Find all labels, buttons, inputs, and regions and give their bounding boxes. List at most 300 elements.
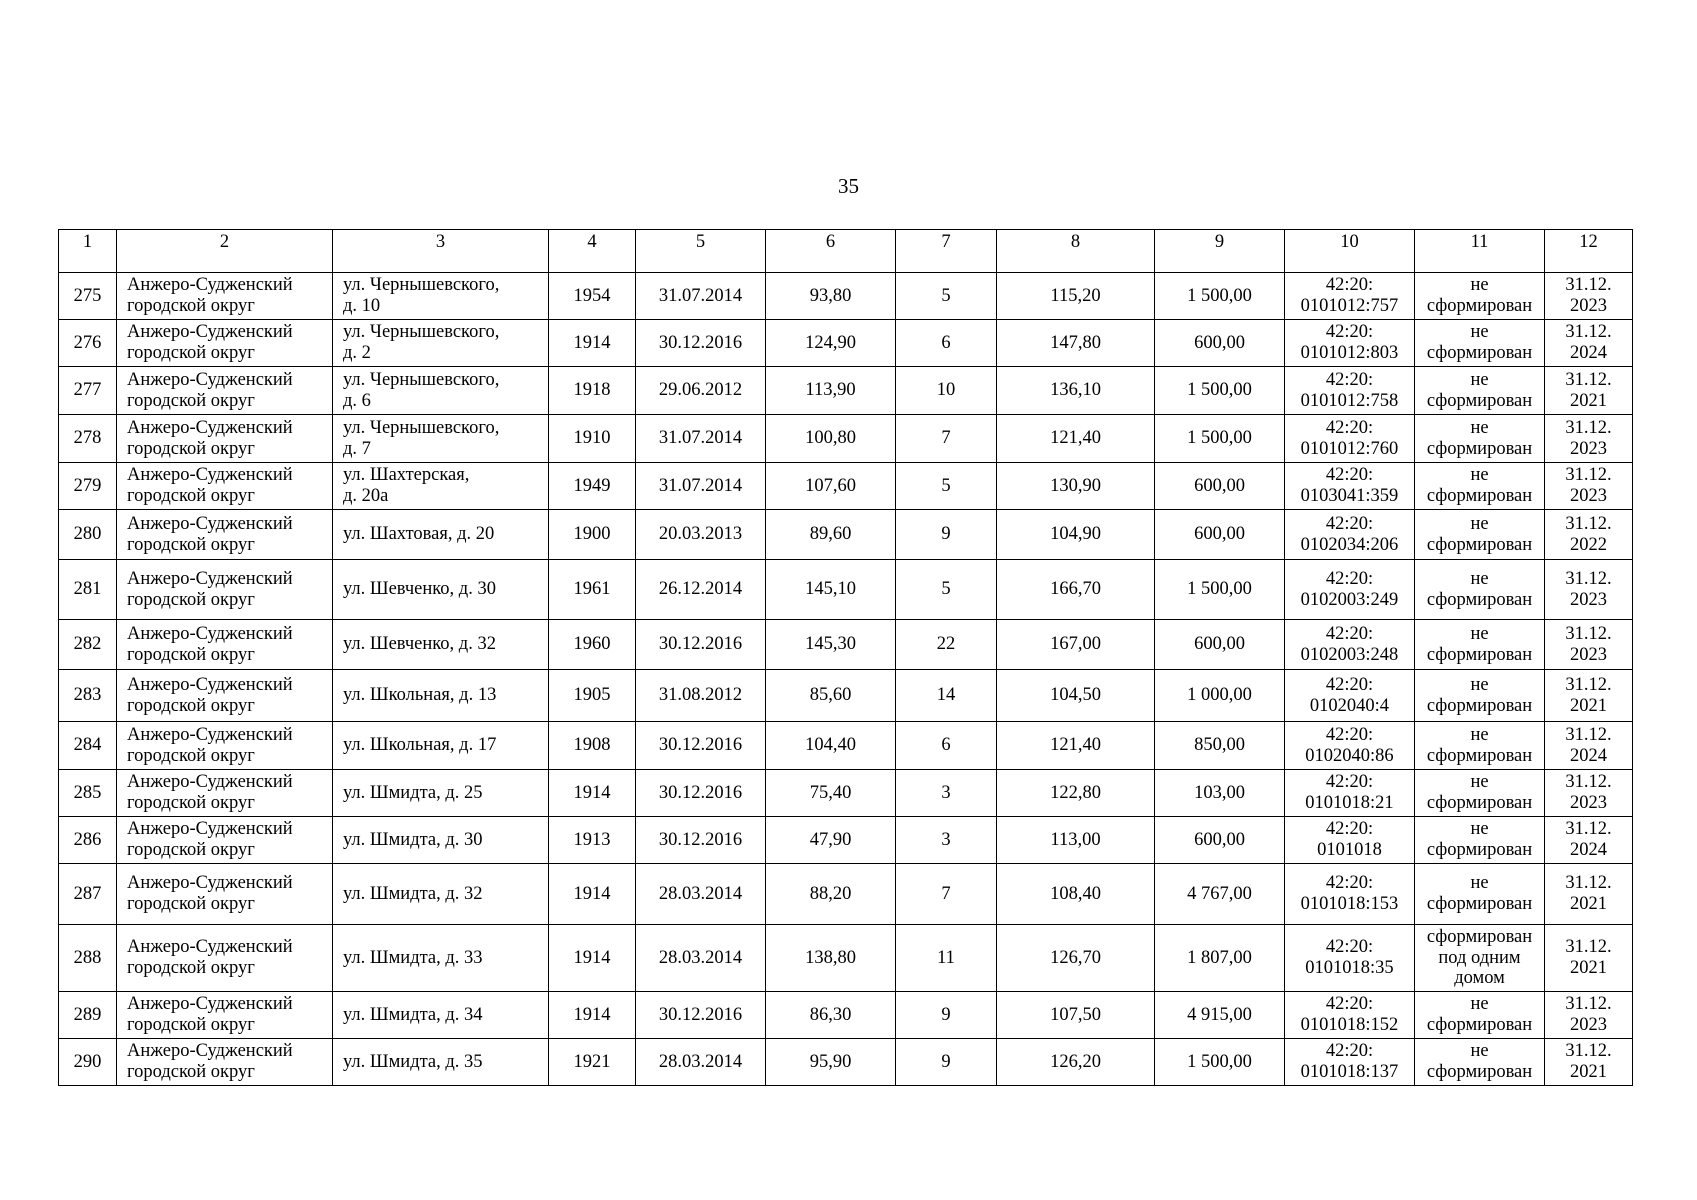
cell-col-12-line: 31.12.: [1565, 937, 1612, 958]
cell-municipality-line: городской округ: [127, 793, 255, 813]
cell-col-12-line: 31.12.: [1565, 674, 1612, 695]
cell-col-10-line: 0101018:137: [1300, 1062, 1399, 1082]
cell-row-number: 280: [59, 510, 117, 560]
cell-col-5: 31.07.2014: [636, 273, 766, 320]
cell-col-4: 1914: [549, 992, 636, 1039]
cell-col-6: 85,60: [766, 670, 896, 722]
cell-row-number: 288: [59, 925, 117, 992]
cell-col-4: 1900: [549, 510, 636, 560]
cell-col-11: [1415, 1039, 1545, 1086]
cell-col-10: [1285, 722, 1415, 770]
cell-col-10-line: 0103041:359: [1300, 486, 1399, 506]
cell-col-5: 26.12.2014: [636, 560, 766, 620]
cell-col-10: [1285, 415, 1415, 463]
cell-col-11: [1415, 560, 1545, 620]
cell-municipality-line: городской округ: [127, 958, 255, 978]
cell-col-7: 9: [896, 510, 997, 560]
cell-col-12-line: 31.12.: [1565, 724, 1612, 745]
table-row: [59, 670, 1633, 722]
table-row: [59, 992, 1633, 1039]
cell-col-6: 89,60: [766, 510, 896, 560]
cell-col-12: [1545, 510, 1633, 560]
cell-col-10: [1285, 817, 1415, 864]
cell-col-8: 121,40: [997, 415, 1155, 463]
cell-col-11-line: сформирован: [1426, 926, 1533, 947]
cell-col-12: [1545, 864, 1633, 925]
cell-col-5: 28.03.2014: [636, 925, 766, 992]
table-row: [59, 560, 1633, 620]
cell-col-12: [1545, 463, 1633, 510]
cell-col-10-line: 42:20:: [1325, 1041, 1374, 1062]
table-row: [59, 510, 1633, 560]
cell-municipality-line: Анжеро-Судженский: [127, 674, 293, 695]
cell-col-12: [1545, 925, 1633, 992]
cell-col-9: 600,00: [1155, 620, 1285, 670]
cell-address: [333, 415, 549, 463]
cell-municipality: [117, 864, 333, 925]
cell-row-number: 282: [59, 620, 117, 670]
cell-address-line: ул. Чернышевского,: [343, 417, 500, 438]
header-cell: 11: [1415, 230, 1545, 273]
cell-col-12-line: 2023: [1570, 296, 1607, 316]
cell-col-9: 600,00: [1155, 510, 1285, 560]
cell-municipality-line: городской округ: [127, 1062, 255, 1082]
cell-col-4: 1961: [549, 560, 636, 620]
cell-col-10-line: 0101012:758: [1300, 390, 1399, 411]
cell-address-line: ул. Шмидта, д. 34: [343, 1004, 483, 1025]
cell-col-11: [1415, 992, 1545, 1039]
header-cell: 1: [59, 230, 117, 273]
cell-col-12-line: 31.12.: [1565, 873, 1612, 894]
cell-municipality-line: Анжеро-Судженский: [127, 417, 293, 438]
cell-col-4: 1910: [549, 415, 636, 463]
cell-col-7: 5: [896, 273, 997, 320]
cell-col-11: [1415, 273, 1545, 320]
cell-col-6: 100,80: [766, 415, 896, 463]
cell-col-7: 10: [896, 367, 997, 415]
cell-municipality-line: городской округ: [127, 296, 255, 316]
cell-col-7: 14: [896, 670, 997, 722]
cell-col-12-line: 2023: [1570, 486, 1607, 506]
cell-col-12-line: 2021: [1570, 695, 1607, 716]
cell-col-11-line: не: [1470, 513, 1489, 534]
cell-row-number: 289: [59, 992, 117, 1039]
cell-municipality-line: Анжеро-Судженский: [127, 1041, 293, 1062]
cell-col-9: 1 500,00: [1155, 1039, 1285, 1086]
header-cell: 10: [1285, 230, 1415, 273]
cell-col-12-line: 2023: [1570, 438, 1607, 459]
cell-address: [333, 510, 549, 560]
cell-col-6: 93,80: [766, 273, 896, 320]
cell-col-12-line: 2021: [1570, 1062, 1607, 1082]
cell-row-number: 285: [59, 770, 117, 817]
cell-col-7: 22: [896, 620, 997, 670]
cell-address: [333, 560, 549, 620]
cell-col-11: [1415, 722, 1545, 770]
cell-municipality: [117, 722, 333, 770]
header-cell: 6: [766, 230, 896, 273]
cell-address: [333, 770, 549, 817]
table-row: [59, 273, 1633, 320]
cell-col-10: [1285, 670, 1415, 722]
cell-col-5: 31.07.2014: [636, 463, 766, 510]
cell-municipality-line: городской округ: [127, 438, 255, 459]
cell-col-11: [1415, 925, 1545, 992]
table-row: [59, 722, 1633, 770]
cell-col-5: 31.07.2014: [636, 415, 766, 463]
cell-municipality: [117, 510, 333, 560]
cell-col-8: 115,20: [997, 273, 1155, 320]
cell-col-8: 147,80: [997, 320, 1155, 367]
cell-col-10-line: 42:20:: [1325, 623, 1374, 644]
cell-municipality: [117, 273, 333, 320]
cell-address-line: д. 6: [343, 390, 371, 411]
cell-col-12-line: 2021: [1570, 390, 1607, 411]
cell-row-number: 286: [59, 817, 117, 864]
cell-address-line: ул. Шмидта, д. 32: [343, 883, 483, 904]
cell-col-11-line: сформирован: [1426, 589, 1533, 610]
cell-municipality: [117, 770, 333, 817]
cell-col-6: 47,90: [766, 817, 896, 864]
cell-address-line: ул. Чернышевского,: [343, 369, 500, 390]
cell-col-9: 600,00: [1155, 817, 1285, 864]
cell-col-11-line: сформирован: [1426, 644, 1533, 665]
cell-col-7: 6: [896, 722, 997, 770]
cell-col-12-line: 2023: [1570, 793, 1607, 813]
cell-col-10: [1285, 367, 1415, 415]
cell-address: [333, 367, 549, 415]
cell-municipality-line: Анжеро-Судженский: [127, 937, 293, 958]
cell-municipality: [117, 320, 333, 367]
cell-col-6: 145,10: [766, 560, 896, 620]
cell-municipality: [117, 367, 333, 415]
cell-col-10: [1285, 864, 1415, 925]
cell-col-9: 103,00: [1155, 770, 1285, 817]
cell-address: [333, 463, 549, 510]
cell-col-12-line: 2024: [1570, 745, 1607, 766]
cell-col-12-line: 31.12.: [1565, 465, 1612, 486]
cell-col-11-line: сформирован: [1426, 695, 1533, 716]
cell-col-12-line: 31.12.: [1565, 819, 1612, 840]
cell-municipality-line: Анжеро-Судженский: [127, 623, 293, 644]
cell-municipality: [117, 415, 333, 463]
cell-col-11: [1415, 510, 1545, 560]
cell-col-7: 7: [896, 415, 997, 463]
cell-col-5: 30.12.2016: [636, 620, 766, 670]
table-row: [59, 925, 1633, 992]
cell-col-7: 5: [896, 463, 997, 510]
cell-col-11-line: сформирован: [1426, 534, 1533, 555]
cell-col-11-line: сформирован: [1426, 1015, 1533, 1035]
cell-col-10-line: 42:20:: [1325, 322, 1374, 343]
cell-col-4: 1914: [549, 925, 636, 992]
cell-col-11-line: не: [1470, 369, 1489, 390]
cell-col-12-line: 2024: [1570, 840, 1607, 860]
cell-municipality: [117, 925, 333, 992]
cell-col-10-line: 0101012:803: [1300, 343, 1399, 363]
cell-col-6: 113,90: [766, 367, 896, 415]
cell-col-11-line: не: [1470, 465, 1489, 486]
cell-col-9: 850,00: [1155, 722, 1285, 770]
cell-municipality-line: городской округ: [127, 486, 255, 506]
header-cell: 7: [896, 230, 997, 273]
table-row: [59, 367, 1633, 415]
cell-col-6: 95,90: [766, 1039, 896, 1086]
cell-col-9: 1 500,00: [1155, 415, 1285, 463]
cell-col-11-line: сформирован: [1426, 745, 1533, 766]
cell-row-number: 290: [59, 1039, 117, 1086]
cell-col-11-line: сформирован: [1426, 840, 1533, 860]
cell-col-10-line: 42:20:: [1325, 513, 1374, 534]
cell-col-11: [1415, 670, 1545, 722]
cell-col-8: 130,90: [997, 463, 1155, 510]
cell-col-10: [1285, 1039, 1415, 1086]
cell-col-11-line: сформирован: [1426, 894, 1533, 914]
cell-municipality-line: Анжеро-Судженский: [127, 275, 293, 296]
cell-row-number: 287: [59, 864, 117, 925]
table-row: [59, 320, 1633, 367]
cell-col-12: [1545, 722, 1633, 770]
cell-col-11: [1415, 367, 1545, 415]
cell-col-10-line: 0101012:760: [1300, 438, 1399, 459]
cell-col-6: 104,40: [766, 722, 896, 770]
cell-col-10-line: 42:20:: [1325, 772, 1374, 793]
table-row: [59, 817, 1633, 864]
cell-municipality-line: Анжеро-Судженский: [127, 465, 293, 486]
cell-col-11: [1415, 620, 1545, 670]
cell-col-12-line: 31.12.: [1565, 322, 1612, 343]
cell-col-11-line: не: [1470, 674, 1489, 695]
cell-col-9: 600,00: [1155, 463, 1285, 510]
cell-col-7: 3: [896, 770, 997, 817]
cell-row-number: 283: [59, 670, 117, 722]
cell-col-12-line: 31.12.: [1565, 369, 1612, 390]
cell-municipality-line: городской округ: [127, 1015, 255, 1035]
cell-col-12-line: 31.12.: [1565, 772, 1612, 793]
cell-col-8: 113,00: [997, 817, 1155, 864]
cell-col-10-line: 42:20:: [1325, 819, 1374, 840]
cell-col-4: 1954: [549, 273, 636, 320]
cell-col-5: 20.03.2013: [636, 510, 766, 560]
cell-col-10-line: 0101018:153: [1300, 894, 1399, 914]
cell-col-10-line: 0102040:4: [1309, 695, 1390, 716]
cell-col-10: [1285, 273, 1415, 320]
cell-col-12-line: 31.12.: [1565, 623, 1612, 644]
cell-col-5: 28.03.2014: [636, 1039, 766, 1086]
cell-col-11: [1415, 770, 1545, 817]
cell-address: [333, 992, 549, 1039]
cell-col-10: [1285, 992, 1415, 1039]
cell-col-12: [1545, 620, 1633, 670]
cell-col-12: [1545, 670, 1633, 722]
cell-col-6: 107,60: [766, 463, 896, 510]
cell-col-12: [1545, 367, 1633, 415]
cell-row-number: 276: [59, 320, 117, 367]
cell-col-11-line: не: [1470, 568, 1489, 589]
cell-col-12-line: 31.12.: [1565, 417, 1612, 438]
cell-col-10-line: 0101018:152: [1300, 1015, 1399, 1035]
cell-col-12: [1545, 415, 1633, 463]
cell-col-9: 4 915,00: [1155, 992, 1285, 1039]
cell-municipality-line: Анжеро-Судженский: [127, 819, 293, 840]
cell-address-line: ул. Шевченко, д. 30: [343, 579, 496, 600]
cell-col-10-line: 42:20:: [1325, 994, 1374, 1015]
cell-municipality-line: Анжеро-Судженский: [127, 513, 293, 534]
cell-col-6: 145,30: [766, 620, 896, 670]
cell-col-11-line: не: [1470, 623, 1489, 644]
cell-col-12: [1545, 560, 1633, 620]
cell-col-10: [1285, 925, 1415, 992]
cell-col-7: 9: [896, 992, 997, 1039]
cell-col-7: 7: [896, 864, 997, 925]
cell-col-8: 136,10: [997, 367, 1155, 415]
cell-col-11-line: сформирован: [1426, 296, 1533, 316]
page-number: 35: [838, 174, 859, 198]
table-row: [59, 620, 1633, 670]
cell-row-number: 275: [59, 273, 117, 320]
header-cell: 9: [1155, 230, 1285, 273]
cell-col-8: 108,40: [997, 864, 1155, 925]
cell-address-line: ул. Шевченко, д. 32: [343, 634, 496, 655]
header-cell: 8: [997, 230, 1155, 273]
cell-col-12-line: 31.12.: [1565, 275, 1612, 296]
cell-col-6: 138,80: [766, 925, 896, 992]
cell-address: [333, 620, 549, 670]
cell-row-number: 281: [59, 560, 117, 620]
cell-col-7: 9: [896, 1039, 997, 1086]
cell-col-8: 107,50: [997, 992, 1155, 1039]
cell-municipality-line: Анжеро-Судженский: [127, 772, 293, 793]
cell-col-8: 126,20: [997, 1039, 1155, 1086]
cell-col-12-line: 31.12.: [1565, 568, 1612, 589]
cell-municipality-line: Анжеро-Судженский: [127, 994, 293, 1015]
cell-col-9: 4 767,00: [1155, 864, 1285, 925]
cell-col-12-line: 2021: [1570, 894, 1607, 914]
cell-col-10-line: 0101018: [1317, 840, 1382, 860]
cell-row-number: 277: [59, 367, 117, 415]
cell-col-6: 88,20: [766, 864, 896, 925]
cell-col-5: 29.06.2012: [636, 367, 766, 415]
cell-col-11-line: сформирован: [1426, 438, 1533, 459]
cell-col-9: 1 807,00: [1155, 925, 1285, 992]
cell-address-line: ул. Шахтовая, д. 20: [343, 524, 495, 545]
cell-col-10: [1285, 620, 1415, 670]
cell-col-12: [1545, 770, 1633, 817]
cell-address: [333, 722, 549, 770]
cell-col-12-line: 2024: [1570, 343, 1607, 363]
header-cell: 5: [636, 230, 766, 273]
cell-col-5: 30.12.2016: [636, 320, 766, 367]
header-cell: 4: [549, 230, 636, 273]
cell-municipality-line: городской округ: [127, 745, 255, 766]
cell-col-11-line: под одним: [1438, 947, 1521, 968]
cell-col-12-line: 31.12.: [1565, 994, 1612, 1015]
cell-col-10-line: 42:20:: [1325, 873, 1374, 894]
cell-col-9: 1 500,00: [1155, 273, 1285, 320]
cell-col-11-line: не: [1470, 772, 1489, 793]
cell-col-11: [1415, 864, 1545, 925]
cell-col-4: 1908: [549, 722, 636, 770]
cell-col-10-line: 0101012:757: [1300, 296, 1399, 316]
table-row: [59, 463, 1633, 510]
cell-col-10-line: 42:20:: [1325, 275, 1374, 296]
cell-municipality-line: городской округ: [127, 695, 255, 716]
cell-address: [333, 864, 549, 925]
cell-col-7: 3: [896, 817, 997, 864]
cell-col-5: 31.08.2012: [636, 670, 766, 722]
cell-address: [333, 817, 549, 864]
cell-col-4: 1914: [549, 320, 636, 367]
cell-col-4: 1913: [549, 817, 636, 864]
cell-municipality-line: городской округ: [127, 589, 255, 610]
cell-col-9: 1 000,00: [1155, 670, 1285, 722]
cell-municipality-line: городской округ: [127, 840, 255, 860]
cell-address-line: ул. Шмидта, д. 30: [343, 829, 483, 850]
cell-col-10-line: 42:20:: [1325, 568, 1374, 589]
cell-col-12-line: 31.12.: [1565, 513, 1612, 534]
cell-col-9: 600,00: [1155, 320, 1285, 367]
cell-municipality: [117, 992, 333, 1039]
cell-col-11: [1415, 320, 1545, 367]
cell-col-4: 1949: [549, 463, 636, 510]
cell-row-number: 279: [59, 463, 117, 510]
cell-col-7: 5: [896, 560, 997, 620]
cell-col-11-line: сформирован: [1426, 1062, 1533, 1082]
cell-col-10: [1285, 510, 1415, 560]
cell-address-line: д. 10: [343, 296, 381, 316]
cell-col-8: 121,40: [997, 722, 1155, 770]
table-row: [59, 864, 1633, 925]
cell-col-10: [1285, 770, 1415, 817]
cell-col-11: [1415, 463, 1545, 510]
cell-col-12-line: 2023: [1570, 589, 1607, 610]
cell-col-12-line: 2023: [1570, 1015, 1607, 1035]
cell-address-line: д. 7: [343, 438, 371, 459]
cell-col-9: 1 500,00: [1155, 367, 1285, 415]
cell-municipality-line: Анжеро-Судженский: [127, 369, 293, 390]
cell-col-12: [1545, 1039, 1633, 1086]
cell-col-4: 1914: [549, 864, 636, 925]
table-row: [59, 1039, 1633, 1086]
cell-row-number: 278: [59, 415, 117, 463]
cell-col-6: 75,40: [766, 770, 896, 817]
cell-col-12: [1545, 992, 1633, 1039]
cell-address-line: ул. Шахтерская,: [343, 465, 470, 486]
cell-municipality-line: Анжеро-Судженский: [127, 724, 293, 745]
cell-municipality-line: городской округ: [127, 390, 255, 411]
cell-col-10-line: 42:20:: [1325, 465, 1374, 486]
cell-municipality-line: Анжеро-Судженский: [127, 873, 293, 894]
cell-col-11-line: сформирован: [1426, 390, 1533, 411]
cell-col-8: 104,50: [997, 670, 1155, 722]
cell-col-5: 30.12.2016: [636, 992, 766, 1039]
cell-col-10: [1285, 320, 1415, 367]
cell-col-10-line: 42:20:: [1325, 674, 1374, 695]
cell-col-11-line: сформирован: [1426, 343, 1533, 363]
cell-col-9: 1 500,00: [1155, 560, 1285, 620]
cell-col-6: 124,90: [766, 320, 896, 367]
cell-address-line: д. 2: [343, 343, 371, 363]
cell-col-10-line: 0101018:21: [1305, 793, 1394, 813]
cell-col-8: 122,80: [997, 770, 1155, 817]
cell-col-11-line: не: [1470, 724, 1489, 745]
cell-municipality: [117, 463, 333, 510]
cell-col-12-line: 2023: [1570, 644, 1607, 665]
cell-col-11-line: домом: [1454, 968, 1505, 989]
cell-municipality: [117, 1039, 333, 1086]
cell-municipality: [117, 620, 333, 670]
cell-col-11-line: не: [1470, 417, 1489, 438]
